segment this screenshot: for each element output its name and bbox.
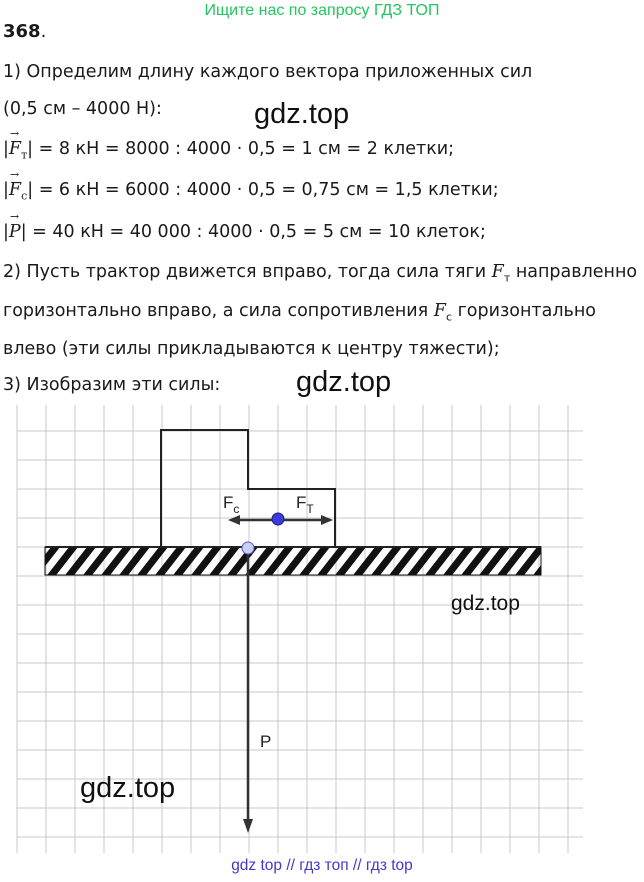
search-banner[interactable]: Ищите нас по запросу ГДЗ ТОП: [204, 2, 440, 19]
vector-fc: → $F_с$: [8, 168, 28, 203]
watermark: gdz.top: [296, 366, 392, 398]
solution-line-6: 2) Пусть трактор движется вправо, тогда сила тяги $F_т$ направленно: [3, 262, 638, 285]
label-p: P: [260, 732, 272, 751]
label-ft: $F_T$: [296, 493, 314, 516]
label-fc: $F_c$: [223, 493, 240, 516]
watermark: gdz.top: [451, 592, 520, 615]
equation-fc-rest: = 6 кН = 6000 : 4000 · 0,5 = 0,75 см = 1,5 клетки;: [33, 180, 499, 200]
solution-line-8: влево (эти силы прикладываются к центру тяжести);: [3, 339, 500, 359]
center-of-gravity-point: [272, 513, 284, 525]
solution-line-1: 1) Определим длину каждого вектора приложенных сил: [3, 62, 533, 82]
solution-line-7: горизонтально вправо, а сила сопротивления $F_с$ горизонтально: [3, 301, 596, 324]
support-point: [242, 542, 254, 554]
equation-ft-rest: = 8 кН = 8000 : 4000 · 0,5 = 1 см = 2 клетки;: [33, 139, 455, 159]
footer-links[interactable]: gdz top // гдз топ // гдз top: [231, 857, 413, 874]
solution-line-2: (0,5 см – 4000 Н):: [3, 99, 162, 119]
equation-p-rest: = 40 кН = 40 000 : 4000 · 0,5 = 5 см = 10 клеток;: [26, 222, 486, 242]
task-number-value: 368: [3, 21, 41, 42]
ground-hatch: [45, 547, 541, 575]
force-fc-arrowhead: [228, 515, 240, 525]
solution-line-9: 3) Изобразим эти силы:: [3, 375, 221, 395]
force-p-arrowhead: [243, 819, 253, 833]
equation-ft: | → $F_т| = 8$ кН = 8000 : 4000 · 0,5 = 1 см = 2 клетки;: [3, 127, 455, 162]
task-number-suffix: .: [40, 21, 47, 42]
watermark: gdz.top: [80, 772, 176, 804]
task-number: [3, 21, 46, 42]
equation-p: | → P| = 40 кН = 40 000 : 4000 · 0,5 = 5 см = 10 клеток;: [3, 210, 486, 242]
watermark: gdz.top: [254, 98, 350, 130]
vector-ft: → $F_т$: [8, 127, 28, 162]
vector-p: → P: [8, 210, 21, 242]
force-ft-arrowhead: [321, 515, 333, 525]
equation-fc: | → $F_с| = 6$ кН = 6000 : 4000 · 0,5 = 0,75 см = 1,5 клетки;: [3, 168, 499, 203]
